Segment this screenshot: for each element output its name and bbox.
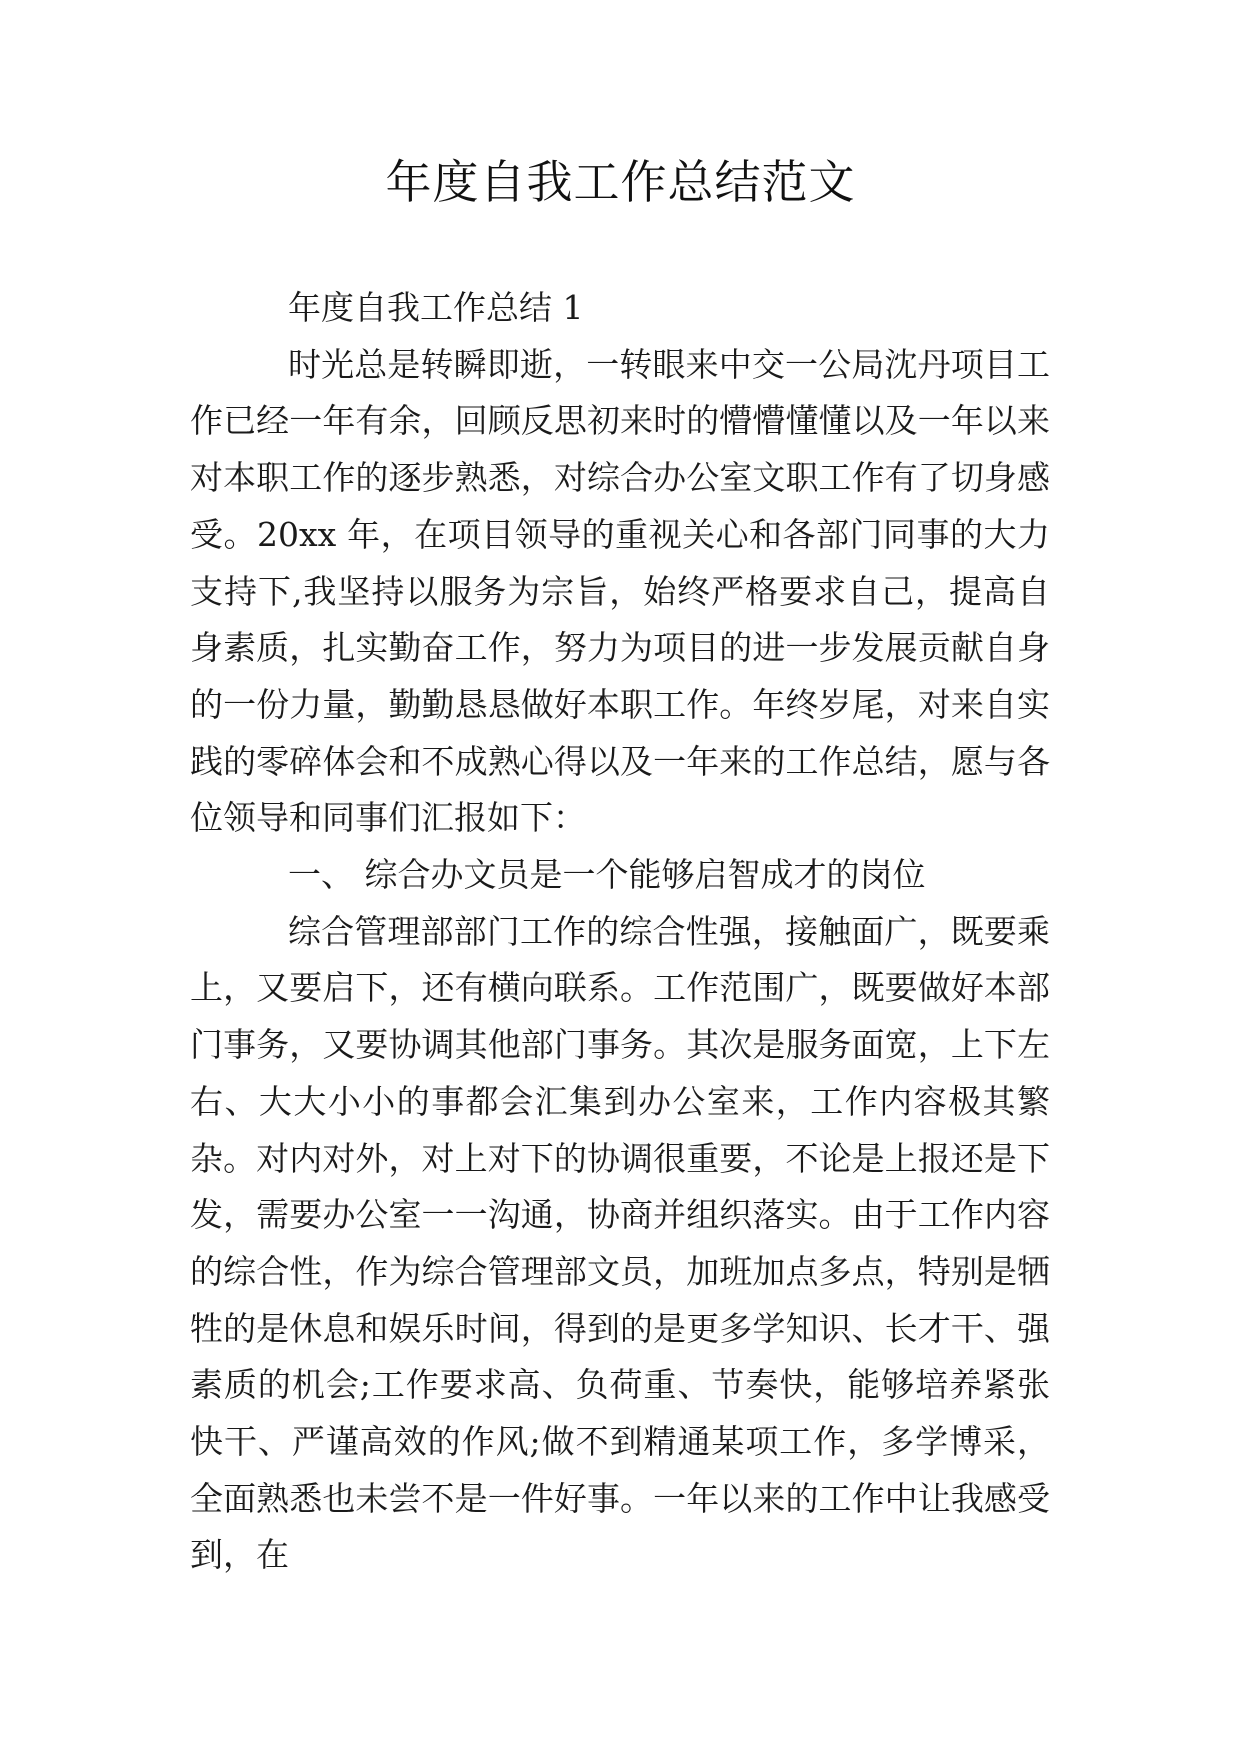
- body-paragraph: 综合管理部部门工作的综合性强，接触面广，既要乘上，又要启下，还有横向联系。工作范围广，既要做好本部门事务，又要协调其他部门事务。其次是服务面宽，上下左右、大大小小的事都会汇集到办公室来，工作内容极其繁杂。对内对外，对上对下的协调很重要，不论是上报还是下发，需要办公室一一沟通，协商并组织落实。由于工作内容的综合性，作为综合管理部文员，加班加点多点，特别是牺牲的是休息和娱乐时间，得到的是更多学知识、长才干、强素质的机会;工作要求高、负荷重、节奏快，能够培养紧张快干、严谨高效的作风;做不到精通某项工作，多学博采，全面熟悉也未尝不是一件好事。一年以来的工作中让我感受到，在: [190, 911, 1050, 1575]
- body-paragraph: 时光总是转瞬即逝，一转眼来中交一公局沈丹项目工作已经一年有余，回顾反思初来时的懵懵懂懂以及一年以来对本职工作的逐步熟悉，对综合办公室文职工作有了切身感受。20xx 年，在项目领导的重视关心和各部门同事的大力支持下,我坚持以服务为宗旨，始终严格要求自己，提高自身素质，扎实勤奋工作，努力为项目的进一步发展贡献自身的一份力量，勤勤恳恳做好本职工作。年终岁尾，对来自实践的零碎体会和不成熟心得以及一年来的工作总结，愿与各位领导和同事们汇报如下：: [190, 344, 1050, 838]
- document-title: 年度自我工作总结范文: [385, 155, 856, 209]
- section-heading: 年度自我工作总结 1: [288, 288, 584, 327]
- document-body: [190, 280, 1050, 1584]
- subsection-heading: 一、 综合办文员是一个能够启智成才的岗位: [288, 855, 926, 895]
